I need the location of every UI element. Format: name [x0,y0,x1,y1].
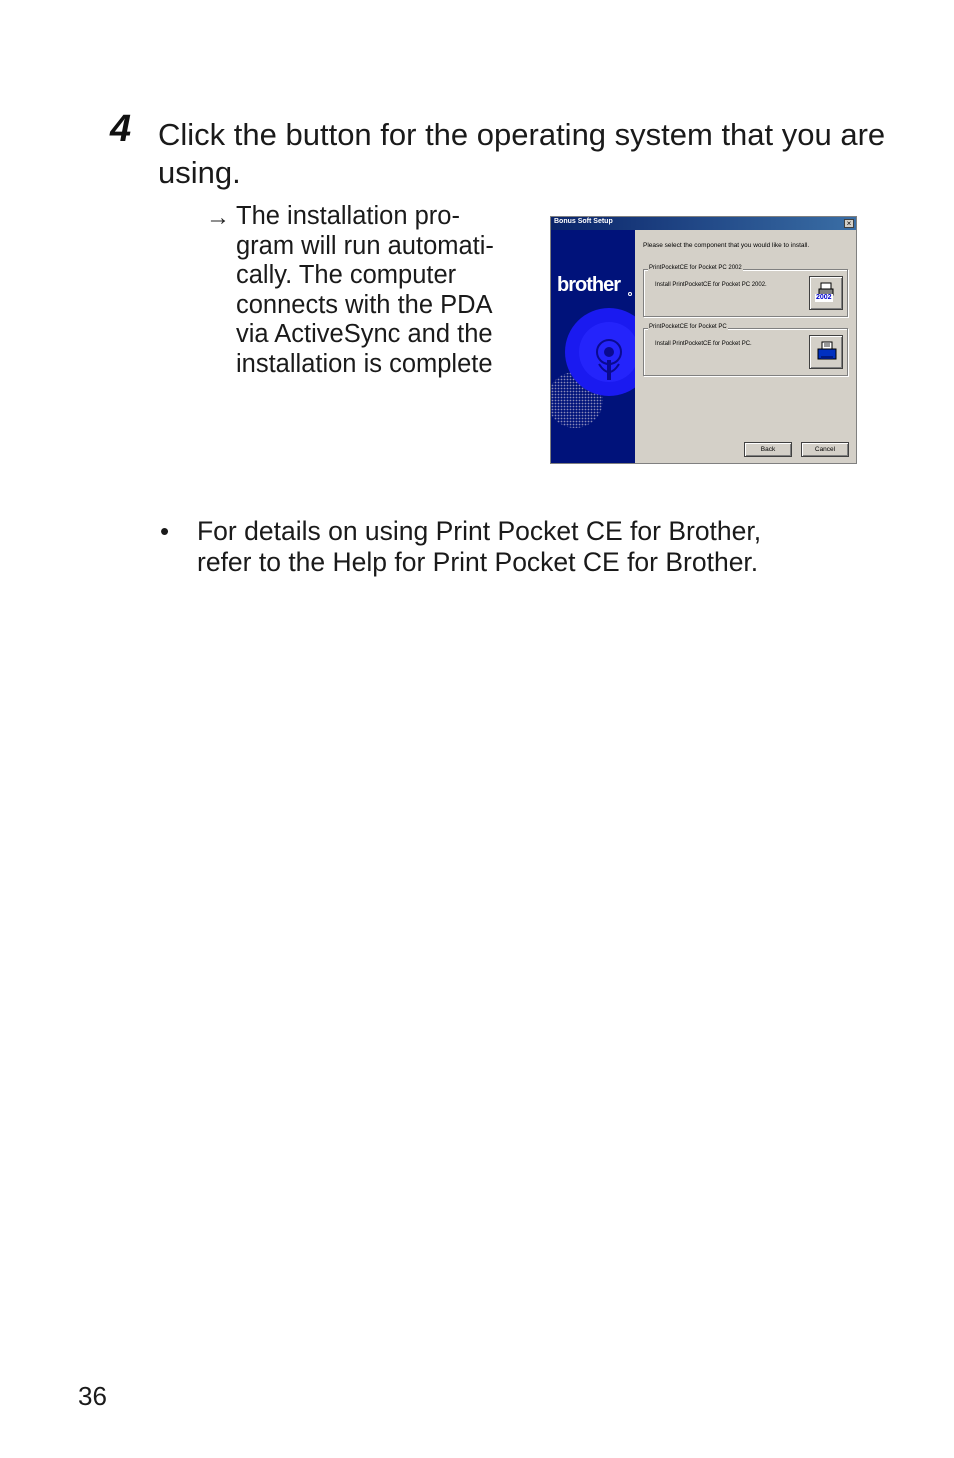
brother-logo: brother [557,274,620,296]
printer-icon [816,341,838,365]
cancel-button[interactable]: Cancel [801,442,849,457]
result-line: via ActiveSync and the [236,320,493,349]
group-legend: PrintPocketCE for Pocket PC [649,324,727,330]
dialog-content [635,230,857,463]
result-arrow-icon: → [206,204,230,231]
dialog-titlebar [551,217,856,230]
result-line: installation is complete [236,349,493,378]
dialog-prompt: Please select the component that you would like to install. [643,242,810,249]
note-line: For details on using Print Pocket CE for Brother, [197,516,762,546]
dialog-side-panel [551,230,635,463]
registered-mark-icon [628,292,632,296]
result-line: The installation pro- [236,202,460,230]
result-line: gram will run automati- [236,231,494,260]
setup-dialog-screenshot [550,216,857,464]
back-button[interactable]: Back [744,442,792,457]
bullet-icon: • [160,516,170,546]
install-pocket-pc-button[interactable] [809,335,843,369]
result-description [236,202,526,380]
step-instruction: Click the button for the operating system that you are using. [158,117,886,190]
group-description: Install PrintPocketCE for Pocket PC 2002. [655,282,767,288]
result-line: cally. The computer [236,261,457,290]
note-text [197,516,877,578]
group-pocket-pc-2002 [643,265,848,317]
page-number: 36 [78,1381,107,1411]
note-line: refer to the Help for Print Pocket CE for Brother. [197,547,759,577]
cd-disc-art-icon [551,300,635,463]
close-icon[interactable]: × [844,219,854,228]
result-line: connects with the PDA [236,290,493,319]
dialog-title: Bonus Soft Setup [554,218,613,225]
button-2002-label: 2002 [816,294,832,301]
group-description: Install PrintPocketCE for Pocket PC. [655,341,752,347]
install-pocket-pc-2002-button[interactable] [809,276,843,310]
step-number: 4 [110,108,132,150]
group-pocket-pc [643,324,848,376]
group-legend: PrintPocketCE for Pocket PC 2002 [649,265,742,271]
